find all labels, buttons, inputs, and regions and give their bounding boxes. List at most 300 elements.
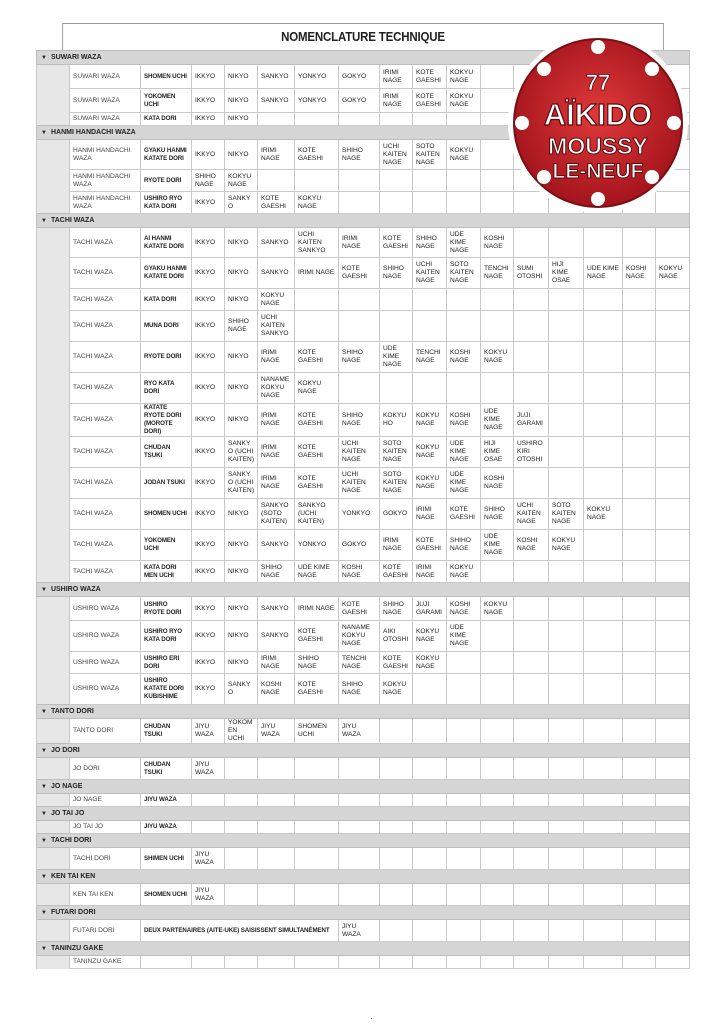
technique-cell: SANKYO (UCHI KAITEN) [295,499,339,530]
technique-cell [584,342,623,373]
technique-cell: SANKYO [258,258,295,289]
technique-cell: IKKYO [192,65,225,89]
section-header-cell [37,906,690,920]
section-title: SUWARI WAZA [50,53,102,61]
technique-cell: NIKYO [225,404,258,437]
technique-cell [549,848,584,870]
technique-cell [413,113,447,126]
technique-cell: KOKYU NAGE [413,468,447,499]
technique-family: TACHI DORI [70,848,141,870]
technique-row [37,956,690,969]
logo-number: 77 [585,70,611,95]
section-header [37,705,690,719]
technique-cell [549,621,584,652]
technique-cell: JIYU WAZA [339,920,380,942]
technique-cell: HIJI KIME OSAE [549,258,584,289]
attack-name: USHIRO RYO KATA DORI [141,621,192,652]
attack-name: KATA DORI MEN UCHI [141,561,192,583]
technique-family: TACHI WAZA [70,289,141,311]
technique-family: TACHI WAZA [70,311,141,342]
technique-cell [295,821,339,834]
technique-cell: KOKYU NAGE [549,530,584,561]
technique-cell: NIKYO [225,652,258,674]
row-indent [37,113,70,126]
technique-cell [584,404,623,437]
technique-cell: SANKYO [258,597,295,621]
technique-cell: YONKYO [295,65,339,89]
technique-cell [380,170,413,192]
technique-cell [514,920,549,942]
technique-cell [584,597,623,621]
technique-cell [584,561,623,583]
row-indent [37,652,70,674]
technique-row [37,719,690,744]
technique-cell [623,884,656,906]
technique-cell [295,758,339,780]
row-indent [37,373,70,404]
section-header-cell [37,744,690,758]
technique-cell [656,884,690,906]
technique-cell: KOSHI NAGE [481,228,514,258]
technique-cell: KOKYU NAGE [447,140,481,170]
technique-cell [549,437,584,468]
attack-name: CHUDAN TSUKI [141,437,192,468]
row-indent [37,192,70,214]
technique-cell [225,848,258,870]
technique-cell [481,652,514,674]
technique-cell: KOKYU NAGE [481,342,514,373]
technique-cell: IRIMI NAGE [258,404,295,437]
technique-cell: IRIMI NAGE [380,530,413,561]
technique-cell: SANKYO (UCHI KAITEN) [225,468,258,499]
triangle-down-icon: ▼ [41,945,47,952]
technique-cell [380,920,413,942]
technique-cell [447,758,481,780]
technique-cell [514,342,549,373]
technique-cell [514,468,549,499]
technique-row [37,311,690,342]
technique-cell [584,719,623,744]
technique-cell: KOKYU NAGE [447,65,481,89]
technique-cell [380,794,413,807]
technique-cell [447,674,481,705]
technique-cell: SHIHO NAGE [192,170,225,192]
technique-cell [514,674,549,705]
technique-cell [656,821,690,834]
section-header-cell [37,780,690,794]
technique-cell: TENCHI NAGE [481,258,514,289]
row-indent [37,920,70,942]
technique-cell [549,956,584,969]
technique-cell: IKKYO [192,561,225,583]
technique-row [37,848,690,870]
technique-cell [447,719,481,744]
technique-cell [413,373,447,404]
technique-cell [514,719,549,744]
row-indent [37,258,70,289]
technique-cell: IKKYO [192,113,225,126]
technique-cell [514,758,549,780]
technique-cell: UDE KIME NAGE [380,342,413,373]
technique-cell: NIKYO [225,113,258,126]
technique-cell [514,373,549,404]
technique-cell [623,342,656,373]
triangle-down-icon: ▼ [41,747,47,754]
technique-cell [447,311,481,342]
technique-row [37,758,690,780]
technique-cell: IRIMI NAGE [380,89,413,113]
technique-cell: NIKYO [225,289,258,311]
technique-cell [514,621,549,652]
technique-cell [413,956,447,969]
technique-cell [623,404,656,437]
document-title: NOMENCLATURE TECHNIQUE [62,23,664,50]
technique-cell: UDE KIME NAGE [481,530,514,561]
technique-family: USHIRO WAZA [70,652,141,674]
technique-cell [549,228,584,258]
technique-cell: SHIHO NAGE [339,342,380,373]
technique-cell [584,821,623,834]
technique-family: HANMI HANDACHI WAZA [70,170,141,192]
row-indent [37,956,70,969]
technique-cell [549,468,584,499]
technique-cell [481,920,514,942]
technique-cell: HIJI KIME OSAE [481,437,514,468]
technique-row [37,530,690,561]
technique-cell [339,794,380,807]
section-header [37,744,690,758]
technique-cell [380,113,413,126]
technique-row [37,289,690,311]
technique-cell [623,621,656,652]
triangle-down-icon: ▼ [41,54,47,61]
technique-cell [656,719,690,744]
section-header [37,906,690,920]
technique-cell [656,956,690,969]
section-header [37,807,690,821]
technique-cell: KOSHI NAGE [447,342,481,373]
row-indent [37,289,70,311]
technique-cell: IRIMI NAGE [258,652,295,674]
section-title: KEN TAI KEN [50,872,96,880]
technique-cell: KOKYU NAGE [295,373,339,404]
technique-cell [584,468,623,499]
technique-cell: JUJI GARAMI [413,597,447,621]
technique-cell: IRIMI NAGE [380,65,413,89]
attack-name: MUNA DORI [141,311,192,342]
technique-cell: SANKYO [258,530,295,561]
technique-cell [192,794,225,807]
technique-cell [258,794,295,807]
technique-cell [656,597,690,621]
technique-cell: KOKYU NAGE [225,170,258,192]
technique-cell: YONKYO [295,530,339,561]
technique-cell [413,719,447,744]
technique-cell [447,192,481,214]
technique-cell: NIKYO [225,65,258,89]
technique-cell [447,920,481,942]
row-indent [37,621,70,652]
technique-cell [258,956,295,969]
technique-cell [295,848,339,870]
technique-family: TACHI WAZA [70,228,141,258]
technique-cell [549,794,584,807]
technique-row [37,621,690,652]
technique-family: USHIRO WAZA [70,621,141,652]
technique-cell: UDE KIME NAGE [584,258,623,289]
technique-cell [514,848,549,870]
technique-cell [549,758,584,780]
row-indent [37,342,70,373]
row-indent [37,311,70,342]
technique-cell: NIKYO [225,597,258,621]
technique-cell: NANAME KOKYU NAGE [258,373,295,404]
technique-cell [514,597,549,621]
attack-name [141,956,192,969]
technique-cell [447,652,481,674]
technique-cell [339,192,380,214]
technique-cell: IRIMI NAGE [413,561,447,583]
technique-cell [380,848,413,870]
technique-cell: SHIHO NAGE [339,674,380,705]
technique-cell: JIYU WAZA [192,719,225,744]
technique-cell [481,956,514,969]
technique-cell: KOKYU NAGE [413,652,447,674]
technique-cell: IKKYO [192,89,225,113]
technique-cell: UDE KIME NAGE [447,468,481,499]
technique-cell: KOSHI NAGE [339,561,380,583]
attack-name: SHIMEN UCHI [141,848,192,870]
technique-cell: IRIMI NAGE [258,468,295,499]
technique-cell [258,848,295,870]
technique-cell [413,794,447,807]
technique-cell [656,674,690,705]
technique-cell [447,170,481,192]
technique-cell [549,342,584,373]
technique-cell [258,758,295,780]
technique-cell [339,758,380,780]
technique-cell [656,794,690,807]
technique-cell: SHOMEN UCHI [295,719,339,744]
technique-cell: JIYU WAZA [339,719,380,744]
technique-cell: KOTE GAESHI [295,437,339,468]
technique-cell: IRIMI NAGE [339,228,380,258]
row-indent [37,468,70,499]
attack-name: SHOMEN UCHI [141,884,192,906]
technique-row [37,437,690,468]
technique-cell: SHIHO NAGE [339,404,380,437]
technique-cell: SOTO KAITEN NAGE [413,140,447,170]
attack-name: RYOTE DORI [141,342,192,373]
row-indent [37,597,70,621]
technique-cell: KOTE GAESHI [339,597,380,621]
technique-cell [656,342,690,373]
technique-cell: JIYU WAZA [192,848,225,870]
technique-cell [413,884,447,906]
attack-name: CHUDAN TSUKI [141,719,192,744]
technique-cell [549,821,584,834]
technique-row [37,794,690,807]
technique-row [37,499,690,530]
technique-cell [295,113,339,126]
technique-cell: JUJI GARAMI [514,404,549,437]
technique-cell [295,884,339,906]
technique-cell: IRIMI NAGE [258,437,295,468]
technique-cell [339,956,380,969]
technique-cell [623,758,656,780]
technique-cell: IRIMI NAGE [258,342,295,373]
triangle-down-icon: ▼ [41,909,47,916]
technique-cell: SANKYO [225,192,258,214]
technique-cell [623,311,656,342]
technique-cell [656,530,690,561]
technique-cell [656,373,690,404]
technique-family: HANMI HANDACHI WAZA [70,192,141,214]
technique-family: TACHI WAZA [70,342,141,373]
technique-cell: GOKYO [339,89,380,113]
technique-cell [225,821,258,834]
technique-family: TANINZU GAKE [70,956,141,969]
technique-cell: IRIMI NAGE [413,499,447,530]
attack-name: GYAKU HANMI KATATE DORI [141,258,192,289]
technique-cell [549,719,584,744]
technique-family: TACHI WAZA [70,437,141,468]
technique-cell [413,848,447,870]
technique-cell: KOTE GAESHI [413,530,447,561]
technique-cell [481,674,514,705]
technique-cell [339,848,380,870]
technique-cell [447,113,481,126]
technique-cell [447,373,481,404]
technique-cell [584,956,623,969]
technique-family: JO DORI [70,758,141,780]
section-header [37,780,690,794]
technique-cell [380,884,413,906]
section-header [37,942,690,956]
attack-name: YOKOMEN UCHI [141,89,192,113]
technique-cell: SOTO KAITEN NAGE [447,258,481,289]
technique-cell: KOSHI NAGE [258,674,295,705]
technique-cell: IKKYO [192,258,225,289]
technique-cell [549,404,584,437]
technique-family: TACHI WAZA [70,258,141,289]
section-header-cell [37,583,690,597]
section-title: JO DORI [50,746,80,754]
section-title: TACHI DORI [50,836,92,844]
section-header-cell [37,942,690,956]
technique-cell [549,652,584,674]
technique-cell: UCHI KAITEN SANKYO [295,228,339,258]
technique-cell [514,289,549,311]
technique-cell [623,794,656,807]
technique-cell [549,561,584,583]
technique-cell [656,758,690,780]
attack-name: RYO KATA DORI [141,373,192,404]
technique-cell [623,674,656,705]
technique-cell [380,821,413,834]
technique-cell: IKKYO [192,373,225,404]
technique-family: USHIRO WAZA [70,674,141,705]
technique-cell: SANKYO (SOTO KAITEN) [258,499,295,530]
technique-cell [656,228,690,258]
technique-cell [380,719,413,744]
technique-cell [623,920,656,942]
footer-mark: · [370,1014,373,1023]
technique-cell [413,289,447,311]
technique-cell [656,848,690,870]
technique-cell: SOTO KAITEN NAGE [380,468,413,499]
technique-cell [413,311,447,342]
technique-cell [623,561,656,583]
section-title: FUTARI DORI [50,908,96,916]
technique-cell [380,289,413,311]
technique-cell [258,884,295,906]
technique-row [37,597,690,621]
technique-cell [225,884,258,906]
technique-cell: SANKYO [225,674,258,705]
row-indent [37,65,70,89]
technique-cell: TENCHI NAGE [339,652,380,674]
technique-family: HANMI HANDACHI WAZA [70,140,141,170]
technique-cell [549,920,584,942]
row-indent [37,758,70,780]
technique-cell [656,621,690,652]
technique-cell [514,956,549,969]
technique-cell: NIKYO [225,342,258,373]
technique-cell [192,821,225,834]
technique-cell: SHIHO NAGE [295,652,339,674]
technique-cell: KOKYU NAGE [258,289,295,311]
technique-cell [584,794,623,807]
technique-cell [447,884,481,906]
technique-cell [584,920,623,942]
technique-cell: JIYU WAZA [192,884,225,906]
technique-cell [481,621,514,652]
technique-cell [481,311,514,342]
technique-cell: KOSHI NAGE [447,597,481,621]
technique-row [37,884,690,906]
technique-cell: JIYU WAZA [258,719,295,744]
technique-cell: KOKYU NAGE [413,621,447,652]
technique-cell [549,597,584,621]
technique-cell [623,373,656,404]
technique-cell: IRIMI NAGE [258,140,295,170]
row-indent [37,719,70,744]
technique-cell [514,794,549,807]
technique-cell: GOKYO [339,530,380,561]
row-indent [37,140,70,170]
technique-cell: SOTO KAITEN NAGE [549,499,584,530]
row-indent [37,228,70,258]
technique-cell: KOKYU NAGE [481,597,514,621]
attack-name: RYOTE DORI [141,170,192,192]
technique-cell: KOSHI NAGE [623,258,656,289]
technique-cell: KOTE GAESHI [339,258,380,289]
attack-name: USHIRO KATATE DORI KUBISHIME [141,674,192,705]
technique-cell [584,530,623,561]
technique-cell: IKKYO [192,437,225,468]
technique-cell [339,170,380,192]
technique-cell [380,311,413,342]
attack-name: JIYU WAZA [141,794,192,807]
technique-cell: IKKYO [192,530,225,561]
technique-cell: YONKYO [295,89,339,113]
technique-cell [447,956,481,969]
technique-cell [447,848,481,870]
technique-family: TANTO DORI [70,719,141,744]
technique-cell: NIKYO [225,621,258,652]
technique-cell: IRIMI NAGE [295,597,339,621]
